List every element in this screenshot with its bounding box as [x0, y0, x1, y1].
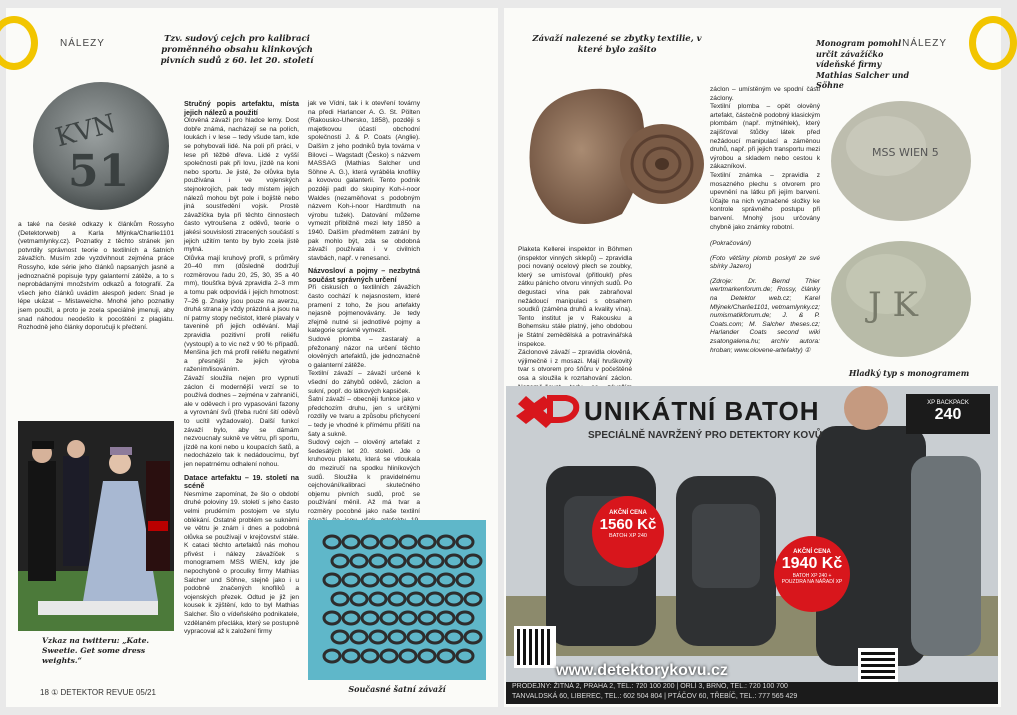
- caption-monogram: Monogram pomohl určit závažíčko vídeňské firmy Mathias Salcher und Söhne: [816, 38, 910, 90]
- caption-textile-weight: Závaží nalezené se zbytky textilie, v které bylo zašito: [532, 34, 702, 55]
- ad-contacts-bar: PRODEJNY: ŽITNÁ 2, PRAHA 2, TEL.: 720 100 200 | ORLÍ 3, BRNO, TEL.: 720 100 700 TANVALDSKÁ 60, LIBEREC, TEL.: 602 504 804 | PTÁČOV 60, TŘEBÍČ, TEL.: 777 565 429: [506, 682, 998, 704]
- dress-weights-caption: Současné šatní závaží: [348, 684, 446, 694]
- jk-seal-photo: [826, 236, 976, 362]
- right-page: [504, 8, 1001, 707]
- mss-wien-seal-photo: [826, 96, 976, 226]
- article-column-3: jak ve Vídni, tak i k otevření továrny na předi Harlancer A. G. St. Pölten (Rakousko-Uhersko, 1858), později s majetkovou účastí obchodní společnosti J. & P. Coats (Anglie). Dalším z jeho podniků byla továrna v Bilovci – Wagstadt (Česko) s názvem MASSAG (Mathias Salcher und Söhne A. G.), která vyráběla knoflíky a kovovou galanterii. Tento podnik později padl do skupiny Koh-i-noor Waldes (nezaměňovat s podobným názvem Koh-i-noor Hardtmuth na výrobu tužek). Datování můžeme vymezit přibližně mezi lety 1850 a 1940. Dalším předmětem zatrání by pak mohlo být, zda se obdobná závaží používala i v civilních stavbách, např. v renesanci. Názvosloví a pojmy – nezbytná součást správných určení Při ciskusích o textilních závažích často cochází k nejasnostem, které pramení z toho, že jsou artefakty nejasně pojmenovávány. Je tedy zřejmě nutné si jednotlivé pojmy a kategorie správně vymezit. Sudové plomba – zastaralý a přežonaný názor na určení těchto olověných artefaktů, jde jednoznačně o galanterní zátěže. Textilní závaží – závaží určené k všední do záhybů oděvů, záclon a sukní, popř. do látkových kapsiček. Šatní závaží – obecněji funkce jako v předchozím druhu, jen s určitými rozdíly ve tvaru a způsobu přichycení – tedy je vhodné k přímému přišití na šaty a sukně. Sudový cejch – olověný artefakt z šedesátých let 20. století. Jde o kruhovou plaketu, která se vtloukala do meziručí na spodku hliníkových sudů. Sloužila k pravidelnému cejchování/kalibraci skutečného objemu pivních sudů, proč se používání měnil. Až má tvar a rozměry pocobné jako naše textilní: [308, 100, 420, 515]
- price-badge-2: AKČNÍ CENA 1940 Kč BATOH XP 240 + POUZDRA NA NÁŘADÍ XP: [774, 536, 850, 612]
- article-column-5: záclon – umístěným ve spodní části záclony. Textilní plomba – opět olověný artefakt, částečně podobný klasickým plombám (např. mýtnéhlek), který zajišťoval štůčky látek před nežádoucí manipulací a záměnou druhů, např. při jejich transportu mezi výrobou a skladem nebo cestou k zákazníkovi. Textilní známka – zpravidla z mosazného plechu s otvorem pro upevnění na látku při jejím barvení. Účajte na nich vyznačené složky ke kontrole správného postupu při barvení. Mnohý jsou určovány chybně jako známky robotní. (Pokračování) (Foto většiny plomb poskytl ze své sbírky Jazero) (Zdroje: Dr. Bernd Thier wertmarkenforum.de; Rossy, články na Detektor web.cz; Karel Mlýnek/Charlie1101, vetmamlynky.cz; numismatikforum.de; J. & P. Coats.com; M. Salcher theses.cz; Harlander Coats second wiki zsatongalena.hu; archiv autora: hroban; www.olovene-artefakty) ①: [710, 86, 820, 354]
- backpack-ad[interactable]: [506, 386, 998, 704]
- textile-weight-photo: [512, 74, 708, 234]
- twitter-caption: Vzkaz na twitteru: „Kate. Sweetie. Get some dress weights.“: [42, 636, 150, 665]
- seal-text: MSS WIEN 5: [872, 146, 939, 159]
- seal-monogram: J K: [868, 285, 918, 325]
- caption-barrel-seal: Tzv. sudový cejch pro kalibraci proměnného obsahu klinkových pivních sudů z 60. let 20. století: [160, 34, 314, 66]
- royal-event-photo: [18, 421, 174, 631]
- price-badge-1: AKČNÍ CENA 1560 Kč BATOH XP 240: [592, 496, 664, 568]
- intro-text: a také na české odkazy k článkům Rossyho (Detektorweb) a Karla Mlýnka/Charlie1101 (vetmamlynky.cz). Poznatky z těchto stránek jen potvrdily správnost teorie o textilních a šatních závažích. Musím zde vyzdvihnout zejména práce Rossyho, kde série jeho článků napsaných jasně a jednoznačně popisuje typy galanterní zátěže, a to s neprobádanými množstvím odkazů a fotografií. Za všech jeho článků uvádím alespoň jeden: Snad je lépe ukázat – Mistaweiche. Mnohé jeho poznatky jsem použil, a proto je zcela speciálně jmenuji, aby snad náhodou neodešlo k pocoštění z plagiátu. Rozhodně jeho články doporučuji k přečtení.: [18, 221, 174, 332]
- dress-weights-photo: [308, 520, 486, 680]
- article-column-2: Stručný popis artefaktu, místa jejich nálezů a použití Olověná závaží pro hladce lemy. Dost dobře známá, nacházejí se na polích, loukách i v lese – tedy všude tam, kde se pohybovali lidé. Na poli při práci, v lese při těžbě dřeva. Lidé z vyšší společnosti pak při lovu, jízdě na koni nebo sportu. Je jisté, že olůvka byla používána i ve vojenských stejnokrojích, pak tedy místem jejich nálezů mohou být pole i bojiště nebo jiná soustředění vojsk. Prostě závažíčka byla při těchto činnostech často vytroušena z oděvů, teorie o jakési souvislosti ztracených součástí s jejich užitím tento by bylo zcela jistě mylná. Olůvka mají kruhový profil, s průměry 20–40 mm (důsledně dodržují rozměrovou řadu 20, 25, 30, 35 a 40 mm), tloušťka bývá zpravidla 2–3 mm a tomu pak odpovídá i jejich hmotnost: 7–26 g. Znaky jsou pouze na averzu, druhá strana je vždy prázdná a jsou na ní patrny stopy nečistot, které plavaly v tavenině při jejich odlévání. Mají zpravidla pozitivní profil reliéfu (vystoupí) a to vic než v 90 % případů. Menšina jich má profil reliéfu negativní a přesnější že jejich výroba ražením/lisováním. Závaží sloužila nejen pro vypnutí záclon či modernější verzí se to používá dodnes – zejména v zahraničí, ale v oděvech i pro vypasování fazony a vyrovnání švů (třeba ruční šití oděvů to ucítil vyžadovalo). Další funkcí závaží bylo, aby se dámám nezvoucnaly sukně ve větru, při sportu, jízdě na koni nebo u koupacích šatů, a nedocházelo tak k nedádoucímu, byť jen nepatrnému odhalení nohou. Datace artefaktu – 19. století na scéně Nesmíme zapomínat, že šlo o období druhé poloviny 19. století s jeho často velmi prudérním postojem ve stylu oblékání. Ostatně problém se sukněmi ve větru je znám i dnes a podobná olůvka se používají v krejčovství stále. K cataci těchto artefaktů nás mohou přivést i nálezy závažíček s monogramem MSS WIEN, kdy jde nepochybně o proculky firmy Mathias Salcher und Söhne, stejně jako i u podobně značených knoflíků a vojenských přezek. Odtud je již jen kousek k zjištění, kdo to byl Mathias Salcher. Šlo o vídeňského podnikatele, vzdělaném přecláka, který se postupně vypracoval až k založení firmy: [184, 99, 299, 636]
- ad-headline: UNIKÁTNÍ BATOH: [584, 396, 820, 426]
- section-ribbon-icon: [969, 16, 1017, 70]
- svg-text:KVN: KVN: [52, 108, 120, 154]
- section-ribbon-icon: [0, 16, 38, 70]
- section-label: NÁLEZY: [902, 38, 947, 49]
- qr-code-left[interactable]: [514, 626, 556, 668]
- xp-backpack-badge: XP BACKPACK 240: [906, 394, 990, 434]
- ad-url-link[interactable]: www.detektorykovu.cz: [556, 662, 728, 679]
- section-label: NÁLEZY: [60, 38, 105, 49]
- ad-subheadline: SPECIÁLNĚ NAVRŽENÝ PRO DETEKTORY KOVŮ: [588, 430, 823, 441]
- article-column-4: Plaketa Kellerei inspektor in Böhmen (inspektor vinných sklepů) – zpravidla poci novaný ocelový plech se zoubky, který se umísťoval (přitloukl) přes zátku pánicho otvoru vinných sudů. Po degustaci vína pak zabraňoval nežádoucí manipulaci s obsahem soudků (záměna druhů a kvality vína). Tento institut je v Rakousku a Bohemsku stále platný, jeho obdobou je Státní zemědělská a potravinářská inspekce. Záclonové závaží – zpravidla olověná, výjimečně i z mosazi. Mají hruškovitý tvar s otvorem pro šňůru v počeštěné osa a sloužila k rozrtahování záclon.: [518, 246, 632, 382]
- barrel-seal-photo: [26, 74, 176, 214]
- left-page: [6, 8, 498, 707]
- page-footer: 18 ① DETEKTOR REVUE 05/21: [40, 688, 156, 697]
- svg-text:51: 51: [68, 146, 130, 197]
- caption-seal: Hladký typ s monogramem: [848, 368, 970, 378]
